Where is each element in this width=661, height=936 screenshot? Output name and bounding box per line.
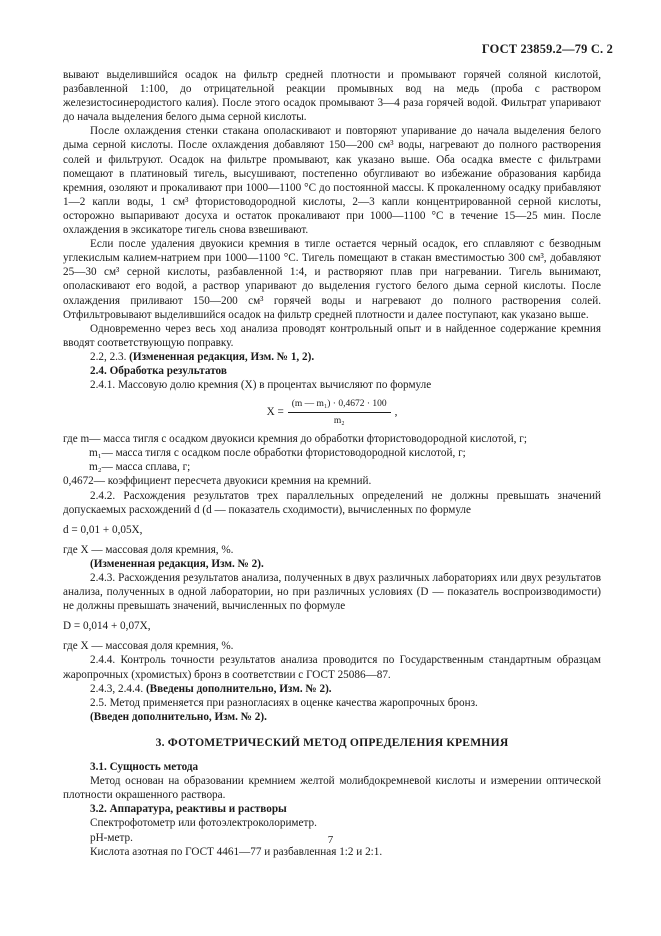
amendment-text: (Измененная редакция, Изм. № 1, 2). bbox=[129, 350, 315, 363]
legend-label: m₂ bbox=[89, 461, 102, 474]
formula-repeatability: d = 0,01 + 0,05X, bbox=[63, 523, 143, 536]
paragraph-2-4-4: 2.4.4. Контроль точности результатов анализа проводится по Государственным стандартным образцам жаропрочных (хромистых) бронз в соответствии с ГОСТ 25086—87. bbox=[63, 654, 601, 681]
legend-item bbox=[63, 446, 601, 460]
legend-item bbox=[63, 474, 601, 488]
equipment-item: рН-метр. bbox=[90, 831, 133, 844]
standard-header: ГОСТ 23859.2—79 С. 2 bbox=[481, 42, 613, 56]
paragraph-cooling: После охлаждения стенки стакана ополаскивают и повторяют упаривание до начала выделения белого дыма серной кислоты. После охлаждения добавляют 150—200 см³ воды, нагревают до полного растворения солей и фильтруют. Осадок на фильтре промывают, как указано выше. Оба осадка вместе с фильтрами помещают в платиновый тигель, высушивают, постепенно обугливают во избежание образования карбида кремния, озоляют и прокаливают при 1000—1100 °С до постоянной массы. К прокаленному осадку прибавляют 1—2 капли воды, 1 см³ фтористоводородной кислоты, 2—3 капли концентрированной серной кислоты, осторожно выпаривают досуха и остаток прокаливают при 1000—1100 °С в течение 15—25 мин. После охлаждения в эксикаторе тигель снова взвешивают. bbox=[63, 125, 601, 237]
paragraph-black-residue: Если после удаления двуокиси кремния в тигле остается черный осадок, его сплавляют с безводным углекислым калием-натрием при 1000—1100 °С. Тигель помещают в стакан вместимостью 300 см³, добавляют 25—30 см³ серной кислоты, разбавленной 1:4, и растворяют плав при нагревании. Тигель вынимают, ополаскивают его водой, а раствор упаривают до выделения густого белого дыма серной кислоты. После охлаждения приливают 150—200 см³ горячей воды и нагревают до полного растворения солей. Отфильтровывают выделившийся осадок на фильтр средней плотности и далее поступают, как указано выше. bbox=[63, 238, 601, 321]
paragraph-control-test: Одновременно через весь ход анализа проводят контрольный опыт и в найденное содержание кремния вводят соответствующую поправку. bbox=[63, 322, 601, 349]
formula-lhs: X = bbox=[266, 406, 284, 419]
paragraph-2-4-3: 2.4.3. Расхождения результатов анализа, полученных в двух различных лабораториях или двух результатов анализа, полученных в одной лаборатории, но при различных условиях (D — показатель воспроизводимости) не должны превышать значений, вычисленных по формуле bbox=[63, 572, 601, 613]
amendment-clause-numbers: 2.2, 2.3. bbox=[90, 350, 130, 363]
paragraph-2-5: 2.5. Метод применяется при разногласиях в оценке качества жаропрочных бронз. bbox=[90, 696, 478, 709]
formula-tail: , bbox=[394, 406, 398, 419]
amendment-clause-numbers: 2.4.3, 2.4.4. bbox=[90, 682, 146, 695]
page-number: 7 bbox=[327, 834, 334, 846]
formula-where-note: где X — массовая доля кремния, %. bbox=[63, 640, 234, 653]
legend-text: — масса тигля с осадком двуокиси кремния до обработки фтористоводородной кислотой, г; bbox=[89, 433, 527, 446]
legend-label: где m bbox=[63, 433, 90, 446]
amendment-note: (Измененная редакция, Изм. № 2). bbox=[90, 557, 264, 570]
formula-denominator: m₂ bbox=[333, 415, 345, 426]
formula-silicon-fraction bbox=[63, 392, 601, 432]
legend-text: — масса тигля с осадком после обработки фтористоводородной кислотой, г; bbox=[101, 447, 466, 460]
legend-text: — масса сплава, г; bbox=[101, 461, 191, 474]
legend-label: m₁ bbox=[89, 447, 102, 460]
subsection-heading-2-4: 2.4. Обработка результатов bbox=[90, 364, 227, 377]
amendment-note: (Введен дополнительно, Изм. № 2). bbox=[90, 710, 267, 723]
formula-reproducibility: D = 0,014 + 0,07X, bbox=[63, 620, 151, 633]
formula-where-note: где X — массовая доля кремния, %. bbox=[63, 543, 234, 556]
subsection-heading-3-2: 3.2. Аппаратура, реактивы и растворы bbox=[90, 803, 287, 816]
formula-fraction bbox=[288, 398, 391, 427]
amendment-note-2-4-3 bbox=[63, 682, 601, 696]
section-heading-3: 3. ФОТОМЕТРИЧЕСКИЙ МЕТОД ОПРЕДЕЛЕНИЯ КРЕМНИЯ bbox=[155, 735, 509, 749]
reagent-item: Кислота азотная по ГОСТ 4461—77 и разбавленная 1:2 и 2:1. bbox=[90, 845, 383, 858]
paragraph-2-4-1: 2.4.1. Массовую долю кремния (X) в процентах вычисляют по формуле bbox=[90, 379, 432, 392]
paragraph-method-principle: Метод основан на образовании кремнием желтой молибдокремневой кислоты и измерении оптической плотности окрашенного раствора. bbox=[63, 775, 601, 802]
legend-item bbox=[63, 432, 601, 446]
legend-label: 0,4672 bbox=[63, 475, 94, 488]
paragraph-2-4-2: 2.4.2. Расхождения результатов трех параллельных определений не должны превышать значений допускаемых расхождений d (d — показатель сходимости), вычисленных по формуле bbox=[63, 489, 601, 516]
subsection-heading-3-1: 3.1. Сущность метода bbox=[90, 761, 199, 774]
legend-item bbox=[63, 460, 601, 474]
paragraph-continuation: вывают выделившийся осадок на фильтр средней плотности и промывают горячей соляной кислотой, разбавленной 1:100, до отрицательной реакции промывных вод на медь (проба с раствором железистосинеродистого калия). После этого осадок промывают 3—4 раза горячей водой. Фильтрат упаривают до начала выделения белого дыма серной кислоты. bbox=[63, 69, 601, 124]
amendment-text: (Введены дополнительно, Изм. № 2). bbox=[145, 682, 332, 695]
equipment-item: Спектрофотометр или фотоэлектроколориметр. bbox=[90, 817, 317, 830]
amendment-note-2-2 bbox=[63, 350, 601, 364]
document-body bbox=[63, 68, 601, 859]
formula-legend bbox=[63, 432, 601, 488]
formula-numerator: (m — m₁) · 0,4672 · 100 bbox=[288, 398, 391, 413]
legend-text: — коэффициент пересчета двуокиси кремния на кремний. bbox=[93, 475, 372, 488]
